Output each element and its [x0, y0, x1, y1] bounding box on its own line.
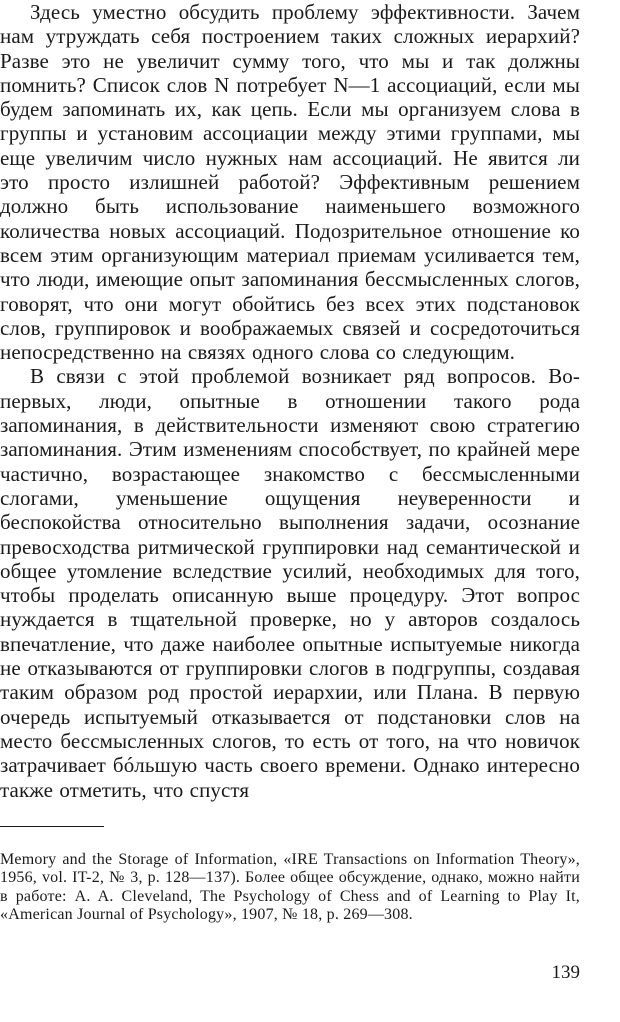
paragraph-efficiency: Здесь уместно обсудить проблему эффективности. Зачем нам утруждать себя построением таких сложных иерархий? Разве это не увеличит сумму того, что мы и так должны помнить? Список слов N потребует N—1 ассоциаций, если мы будем запоминать их, как цепь. Если мы организуем слова в группы и установим ассоциации между этими группами, мы еще увеличим число нужных нам ассоциаций. Не явится ли это просто излишней работой? Эффективным решением должно быть использование наименьшего возможного количества новых ассоциаций. Подозрительное отношение ко всем этим организующим материал приемам усиливается тем, что люди, имеющие опыт запоминания бессмысленных слогов, говорят, что они могут обойтись без всех этих подстановок слов, группировок и воображаемых связей и сосредоточиться непосредственно на связях одного слова со следующим.: [0, 0, 580, 365]
footnote-separator: [0, 826, 104, 827]
page-number: 139: [551, 962, 580, 983]
footnote: Memory and the Storage of Information, «IRE Transactions on Information Theory», 1956, vol. IT-2, № 3, p. 128—137). Более общее обсуждение, однако, можно найти в работе: A. A. Cleveland, The Psychology of Chess and of Learning to Play It, «American Journal of Psychology», 1907, № 18, p. 269—308.: [0, 851, 580, 923]
paragraph-questions: В связи с этой проблемой возникает ряд вопросов. Во-первых, люди, опытные в отношении такого рода запоминания, в действительности изменяют свою стратегию запоминания. Этим изменениям способствует, по крайней мере частично, возрастающее знакомство с бессмысленными слогами, уменьшение ощущения неуверенности и беспокойства относительно выполнения задачи, осознание превосходства ритмической группировки над семантической и общее утомление вследствие усилий, необходимых для того, чтобы проделать описанную выше процедуру. Этот вопрос нуждается в тщательной проверке, но у авторов создалось впечатление, что даже наиболее опытные испытуемые никогда не отказываются от группировки слогов в подгруппы, создавая таким образом род простой иерархии, или Плана. В первую очередь испытуемый отказывается от подстановки слов на место бессмысленных слогов, то есть от того, на что новичок затрачивает бóльшую часть своего времени. Однако интересно также отметить, что спустя: [0, 364, 580, 802]
